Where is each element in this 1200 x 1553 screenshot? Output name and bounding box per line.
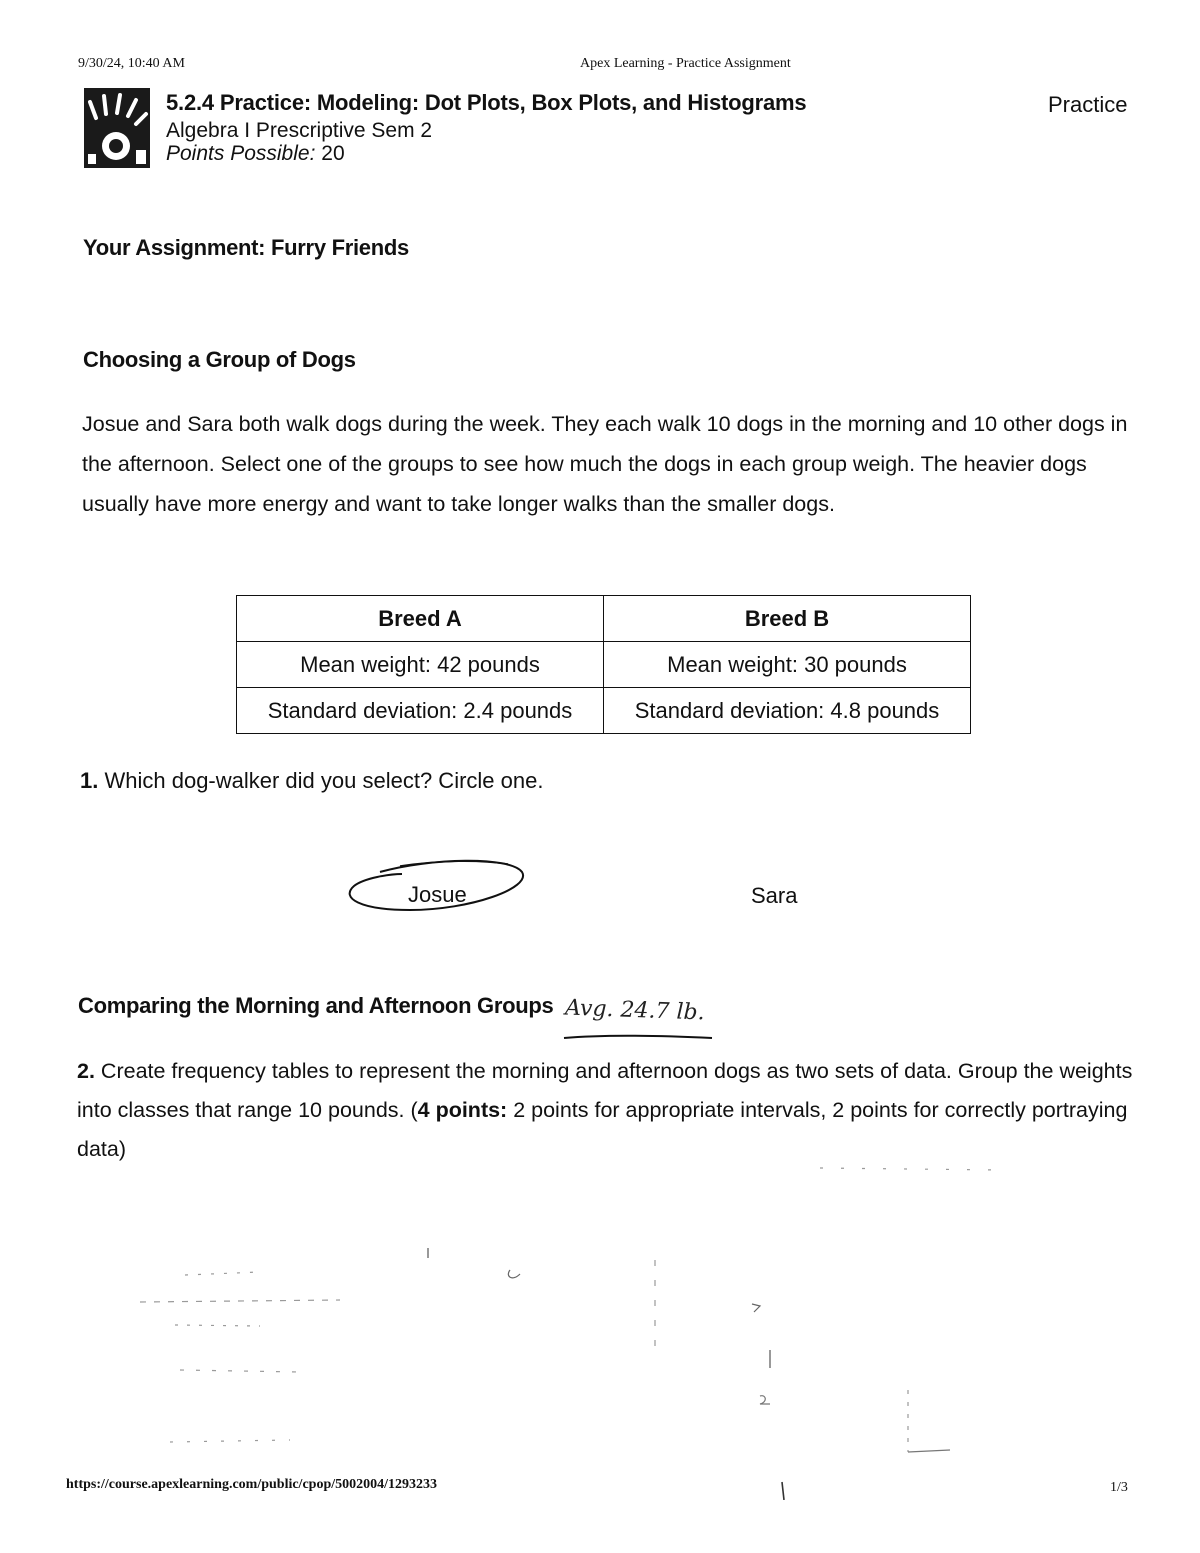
table-cell: Standard deviation: 2.4 pounds bbox=[237, 688, 604, 734]
section-title-comparing-groups: Comparing the Morning and Afternoon Groups bbox=[78, 993, 554, 1018]
table-row bbox=[237, 642, 971, 688]
option-josue[interactable]: Josue bbox=[408, 882, 467, 907]
assignment-title: Your Assignment: Furry Friends bbox=[83, 235, 409, 260]
question-text-part-2: 2 points for appropriate intervals, 2 points for correctly portraying data) bbox=[77, 1098, 1128, 1161]
table-row bbox=[237, 688, 971, 734]
table-cell: Standard deviation: 4.8 pounds bbox=[604, 688, 971, 734]
table-header-row bbox=[237, 596, 971, 642]
apex-logo-icon bbox=[84, 88, 150, 168]
table-header-breed-a: Breed A bbox=[237, 596, 604, 642]
question-1 bbox=[80, 768, 543, 794]
points-label: Points Possible: bbox=[166, 142, 316, 165]
question-2 bbox=[77, 1052, 1137, 1169]
scan-artifacts-icon bbox=[0, 1160, 1200, 1500]
breed-table bbox=[236, 595, 971, 734]
handwritten-note: Avg. 24.7 lb. bbox=[564, 995, 705, 1026]
handwritten-underline-icon bbox=[560, 1030, 720, 1044]
option-sara[interactable]: Sara bbox=[751, 883, 798, 908]
question-number: 1. bbox=[80, 768, 99, 793]
points-possible bbox=[166, 142, 345, 166]
table-cell: Mean weight: 30 pounds bbox=[604, 642, 971, 688]
question-number: 2. bbox=[77, 1059, 95, 1083]
lesson-title: 5.2.4 Practice: Modeling: Dot Plots, Box Plots, and Histograms bbox=[166, 90, 807, 115]
print-datetime: 9/30/24, 10:40 AM bbox=[78, 56, 185, 71]
footer-page-number: 1/3 bbox=[1110, 1480, 1128, 1495]
course-name: Algebra I Prescriptive Sem 2 bbox=[166, 119, 433, 142]
intro-paragraph: Josue and Sara both walk dogs during the week. They each walk 10 dogs in the morning and 10 other dogs in the afternoon. Select one of the groups to see how much the dogs in each group weigh. The heavier dogs usually have more energy and want to take longer walks than the smaller dogs. bbox=[82, 412, 1128, 516]
table-header-breed-b: Breed B bbox=[604, 596, 971, 642]
section-title-choosing-group: Choosing a Group of Dogs bbox=[83, 347, 356, 372]
question-text: Which dog-walker did you select? Circle one. bbox=[104, 768, 544, 793]
footer-url: https://course.apexlearning.com/public/cpop/5002004/1293233 bbox=[66, 1477, 438, 1492]
points-value: 20 bbox=[321, 142, 345, 165]
print-site-title: Apex Learning - Practice Assignment bbox=[580, 56, 791, 71]
table-cell: Mean weight: 42 pounds bbox=[237, 642, 604, 688]
practice-tag: Practice bbox=[1048, 92, 1128, 117]
question-text-part-1: Create frequency tables to represent the morning and afternoon dogs as two sets of data. Group the weights into classes that range 10 pounds. ( bbox=[77, 1059, 1133, 1122]
points-emphasis: 4 points: bbox=[417, 1098, 508, 1122]
